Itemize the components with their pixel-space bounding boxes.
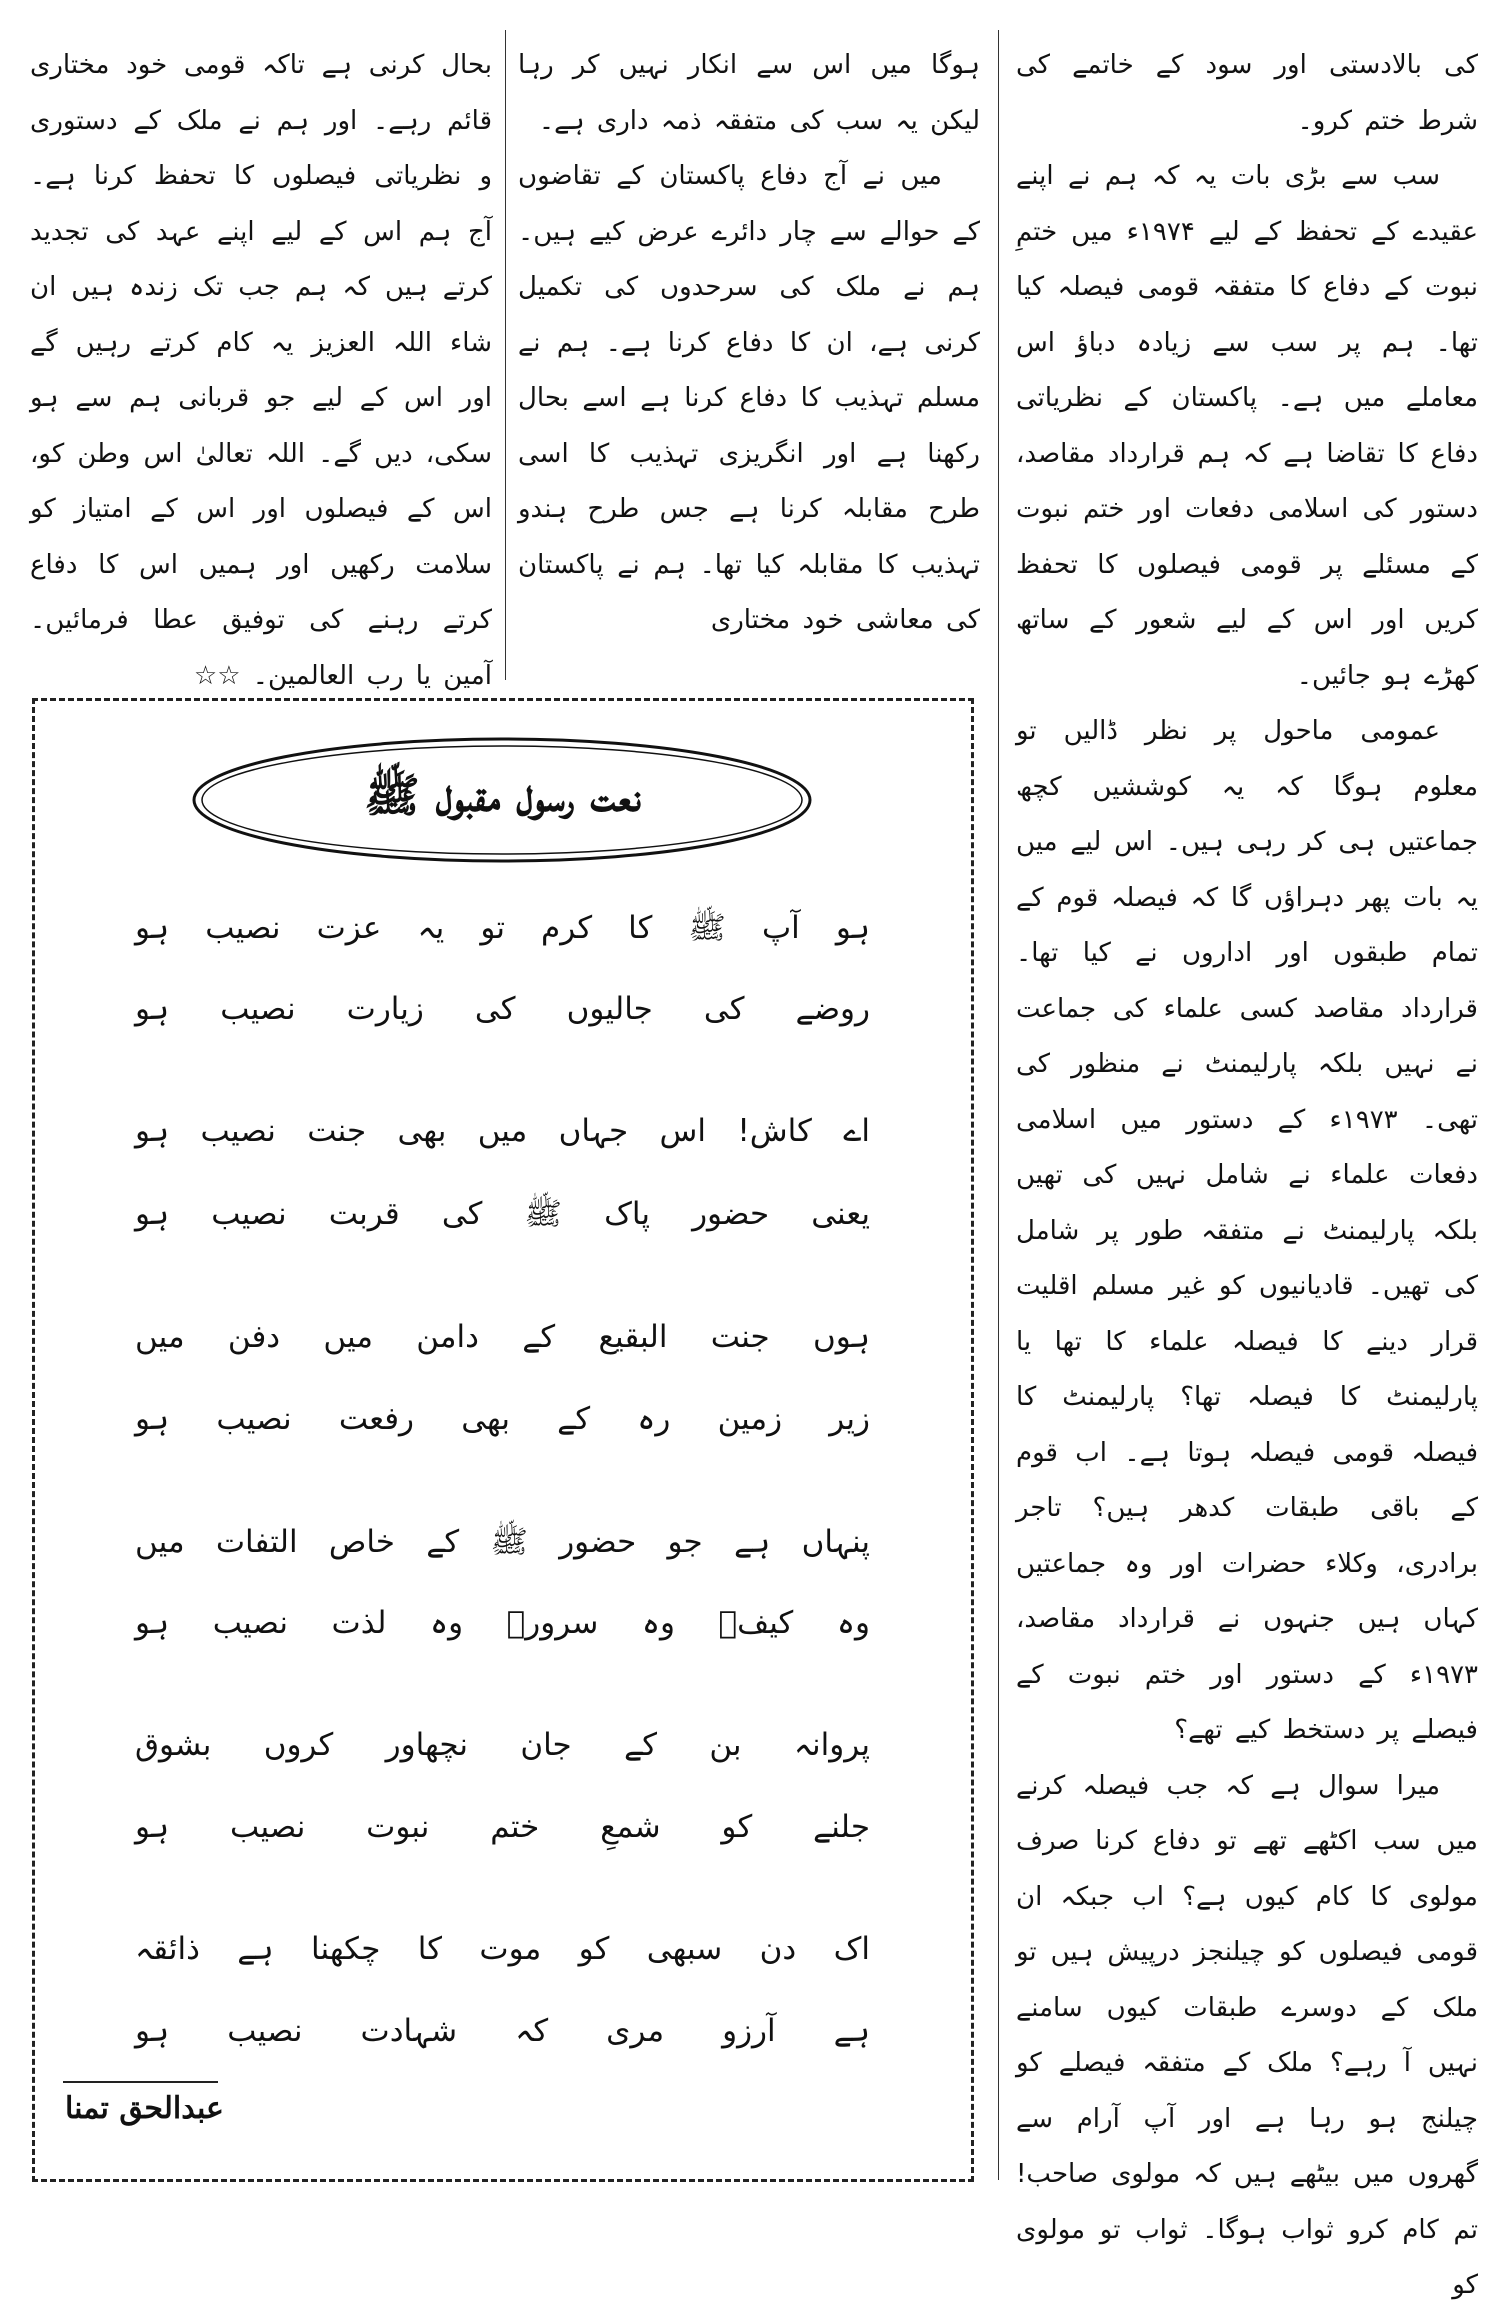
paragraph: عمومی ماحول پر نظر ڈالیں تو معلوم ہوگا کہ یہ کوششیں کچھ جماعتیں ہی کر رہی ہیں۔ اس لیے میں یہ بات پھر دہراؤں گا کہ فیصلہ قوم کے تمام طبقوں اور اداروں نے کیا تھا۔ قرارداد مقاصد کسی علماء کی جماعت نے نہیں بلکہ پارلیمنٹ نے منظور کی تھی۔ ۱۹۷۳ء کے دستور میں اسلامی دفعات علماء نے شامل نہیں کی تھیں بلکہ پارلیمنٹ نے متفقہ طور پر شامل کی تھیں۔ قادیانیوں کو غیر مسلم اقلیت قرار دینے کا فیصلہ علماء کا تھا یا پارلیمنٹ کا فیصلہ تھا؟ پارلیمنٹ کا فیصلہ قومی فیصلہ ہوتا ہے۔ اب قوم کے باقی طبقات کدھر ہیں؟ تاجر برادری، وکلاء حضرات اور وہ جماعتیں کہاں ہیں جنہوں نے قرارداد مقاصد، ۱۹۷۳ء کے دستور اور ختم نبوت کے فیصلے پر دستخط کیے تھے؟ — [1016, 716, 1479, 1745]
naat-title: نعت رسول مقبول ﷺ — [364, 767, 641, 822]
verse-line: پنہاں ہے جو حضور ﷺ کے خاص التفات میں — [135, 1524, 870, 1560]
paragraph: ہوگا میں اس سے انکار نہیں کر رہا لیکن یہ سب کی متفقہ ذمہ داری ہے۔ — [518, 50, 980, 136]
article-column-left — [30, 38, 492, 704]
column-divider — [998, 30, 999, 2180]
verse-line: زیر زمین رہ کے بھی رفعت نصیب ہو — [135, 1401, 870, 1437]
verse-line: وہ کیفؔ وہ سرورؔ وہ لذت نصیب ہو — [135, 1605, 870, 1641]
column-divider — [505, 30, 506, 680]
verse-line: ہو آپ ﷺ کا کرم تو یہ عزت نصیب ہو — [135, 910, 870, 946]
verse-line: جلنے کو شمعِ ختم نبوت نصیب ہو — [135, 1809, 870, 1845]
verse-line: پروانہ بن کے جان نچھاور کروں بشوق — [135, 1727, 870, 1763]
verse-line: ہے آرزو مری کہ شہادت نصیب ہو — [135, 2013, 870, 2049]
paragraph: میں نے آج دفاع پاکستان کے تقاضوں کے حوالے سے چار دائرے عرض کیے ہیں۔ ہم نے ملک کی سرحدوں کی تکمیل کرنی ہے، ان کا دفاع کرنا ہے۔ ہم نے مسلم تہذیب کا دفاع کرنا ہے اسے بحال رکھنا ہے اور انگریزی تہذیب کا اسی طرح مقابلہ کرنا ہے جس طرح ہندو تہذیب کا مقابلہ کیا تھا۔ ہم نے پاکستان کی معاشی خود مختاری — [518, 161, 980, 635]
verse-line: روضے کی جالیوں کی زیارت نصیب ہو — [135, 991, 870, 1027]
author-rule — [63, 2081, 218, 2083]
verse-line: ہوں جنت البقیع کے دامن میں دفن میں — [135, 1319, 870, 1355]
paragraph: کی بالادستی اور سود کے خاتمے کی شرط ختم کرو۔ — [1016, 50, 1478, 136]
author-name: عبدالحق تمنا — [65, 2091, 224, 2126]
article-column-middle — [518, 38, 980, 649]
article-column-right — [1016, 38, 1478, 2314]
verse-line: اے کاش! اس جہاں میں بھی جنت نصیب ہو — [135, 1113, 870, 1149]
naat-title-frame — [190, 735, 815, 865]
naat-box — [32, 698, 974, 2182]
paragraph: بحال کرنی ہے تاکہ قومی خود مختاری قائم رہے۔ اور ہم نے ملک کے دستوری و نظریاتی فیصلوں کا تحفظ کرنا ہے۔ آج ہم اس کے لیے اپنے عہد کی تجدید کرتے ہیں کہ ہم جب تک زندہ ہیں ان شاء اللہ العزیز یہ کام کرتے رہیں گے اور اس کے لیے جو قربانی ہم سے ہو سکی، دیں گے۔ اللہ تعالیٰ اس وطن کو، اس کے فیصلوں اور اس کے امتیاز کو سلامت رکھیں اور ہمیں اس کا دفاع کرتے رہنے کی توفیق عطا فرمائیں۔ آمین یا رب العالمین۔ ☆☆ — [30, 50, 492, 691]
verse-line: یعنی حضور پاک ﷺ کی قربت نصیب ہو — [135, 1196, 870, 1232]
paragraph: سب سے بڑی بات یہ کہ ہم نے اپنے عقیدے کے تحفظ کے لیے ۱۹۷۴ء میں ختمِ نبوت کے دفاع کا متفقہ قومی فیصلہ کیا تھا۔ ہم پر سب سے زیادہ دباؤ اس معاملے میں ہے۔ پاکستان کے نظریاتی دفاع کا تقاضا ہے کہ ہم قرارداد مقاصد، دستور کی اسلامی دفعات اور ختم نبوت کے مسئلے پر قومی فیصلوں کا تحفظ کریں اور اس کے لیے شعور کے ساتھ کھڑے ہو جائیں۔ — [1016, 161, 1479, 691]
paragraph: میرا سوال ہے کہ جب فیصلہ کرنے میں سب اکٹھے تھے تو دفاع کرنا صرف مولوی کا کام کیوں ہے؟ اب جبکہ ان قومی فیصلوں کو چیلنجز درپیش ہیں تو ملک کے دوسرے طبقات کیوں سامنے نہیں آ رہے؟ ملک کے متفقہ فیصلے کو چیلنج ہو رہا ہے اور آپ آرام سے گھروں میں بیٹھے ہیں کہ مولوی صاحب! تم کام کرو ثواب ہوگا۔ ثواب تو مولوی کو — [1016, 1770, 1478, 2300]
verse-line: اک دن سبھی کو موت کا چکھنا ہے ذائقہ — [135, 1931, 870, 1967]
